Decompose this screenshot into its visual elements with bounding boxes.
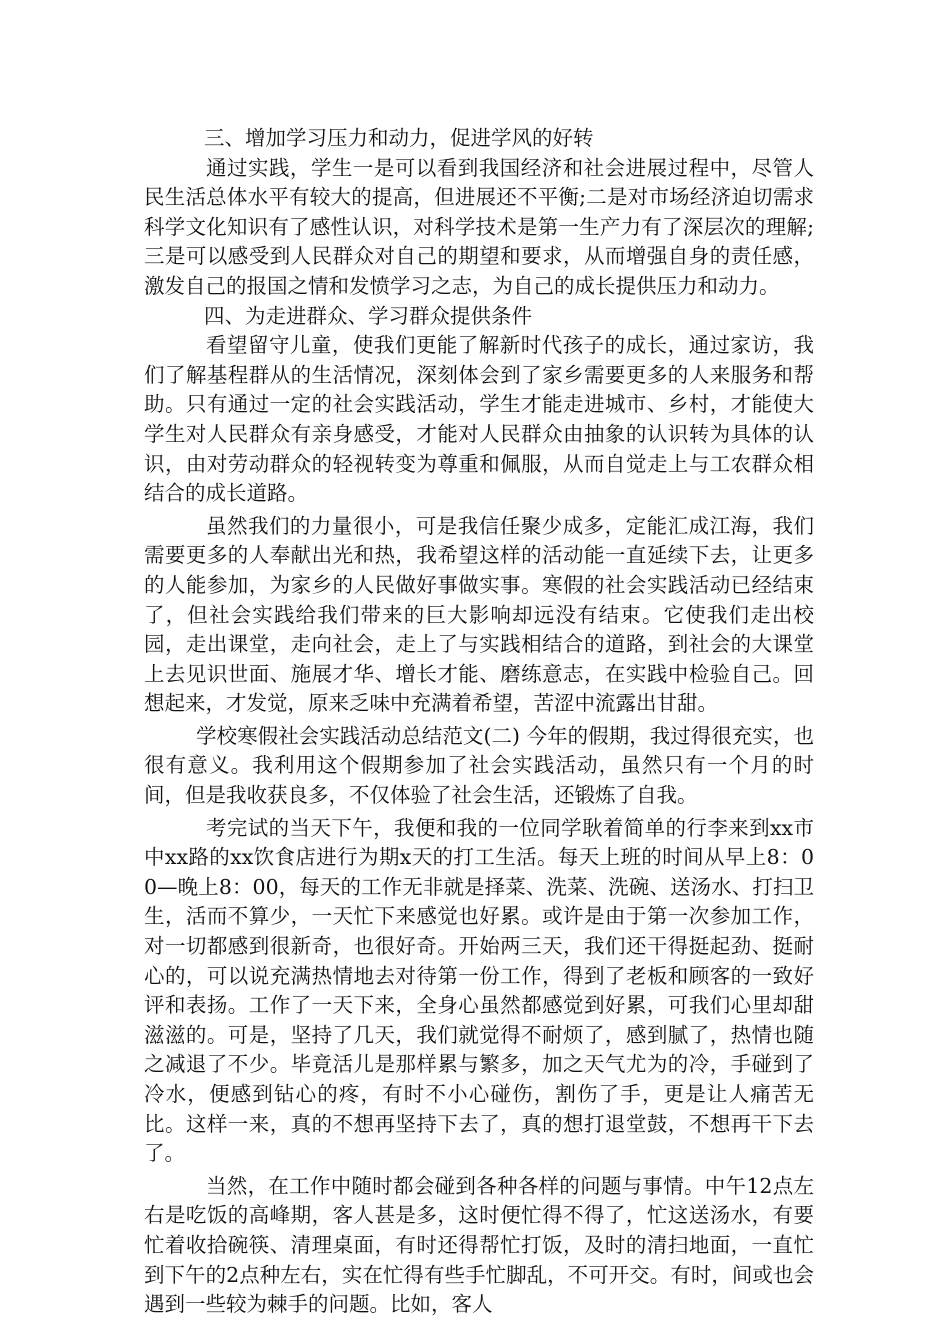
paragraph-part-time-work: 考完试的当天下午，我便和我的一位同学耿着简单的行李来到xx市中xx路的xx饮食店进行为期x天的打工生活。每天上班的时间从早上8：00—晚上8：00，每天的工作无非就是择菜、洗菜、洗碗、送汤水、打扫卫生，活而不算少，一天忙下来感觉也好累。或许是由于第一次参加工作，对一切都感到很新奇，也很好奇。开始两三天，我们还干得挺起劲、挺耐心的，可以说充满热情地去对待第一份工作，得到了老板和顾客的一致好评和表扬。工作了一天下来，全身心虽然都感觉到好累，可我们心里却甜滋滋的。可是，坚持了几天，我们就觉得不耐烦了，感到腻了，热情也随之减退了不少。毕竟活儿是那样累与繁多，加之天气尤为的冷，手碰到了冷水，便感到钻心的疼，有时不小心碰伤，割伤了手，更是让人痛苦无比。这样一来，真的不想再坚持下去了，真的想打退堂鼓，不想再干下去了。 (144, 815, 814, 1166)
paragraph-left-behind-children: 看望留守儿童，使我们更能了解新时代孩子的成长，通过家访，我们了解基程群从的生活情况，深刻体会到了家乡需要更多的人来服务和帮助。只有通过一定的社会实践活动，学生才能走进城市、乡村，才能使大学生对人民群众有亲身感受，才能对人民群众由抽象的认识转为具体的认识，由对劳动群众的轻视转变为尊重和佩服，从而自觉走上与工农群众相结合的成长道路。 (144, 333, 814, 506)
paragraph-sample-two-intro: 学校寒假社会实践活动总结范文(二) 今年的假期，我过得很充实，也很有意义。我利用这个假期参加了社会实践活动，虽然只有一个月的时间，但是我收获良多，不仅体验了社会生活，还锻炼了自我。 (144, 723, 814, 808)
section-heading-four: 四、为走进群众、学习群众提供条件 (204, 303, 532, 328)
document-body (144, 124, 814, 1320)
paragraph-practice-benefits: 通过实践，学生一是可以看到我国经济和社会进展过程中，尽管人民生活总体水平有较大的提高，但进展还不平衡;二是对市场经济迫切需求科学文化知识有了感性认识，对科学技术是第一生产力有了深层次的理解;三是可以感受到人民群众对自己的期望和要求，从而增强自身的责任感，激发自己的报国之情和发愤学习之志，为自己的成长提供压力和动力。 (144, 155, 814, 298)
paragraph-conclusion: 虽然我们的力量很小，可是我信任聚少成多，定能汇成江海，我们需要更多的人奉献出光和热，我希望这样的活动能一直延续下去，让更多的人能参加，为家乡的人民做好事做实事。寒假的社会实践活动已经结束了，但社会实践给我们带来的巨大影响却远没有结束。它使我们走出校园，走出课堂，走向社会，走上了与实践相结合的道路，到社会的大课堂上去见识世面、施展才华、增长才能、磨练意志，在实践中检验自己。回想起来，才发觉，原来乏味中充满着希望，苦涩中流露出甘甜。 (144, 513, 814, 716)
paragraph-work-problems: 当然，在工作中随时都会碰到各种各样的问题与事情。中午12点左右是吃饭的高峰期，客人甚是多，这时便忙得不得了，忙这送汤水，有要忙着收拾碗筷、清理桌面，有时还得帮忙打饭，及时的清扫地面，一直忙到下午的2点种左右，实在忙得有些手忙脚乱，不可开交。有时，间或也会遇到一些较为棘手的问题。比如，客人 (144, 1173, 814, 1317)
section-heading-three: 三、增加学习压力和动力，促进学风的好转 (204, 126, 594, 150)
